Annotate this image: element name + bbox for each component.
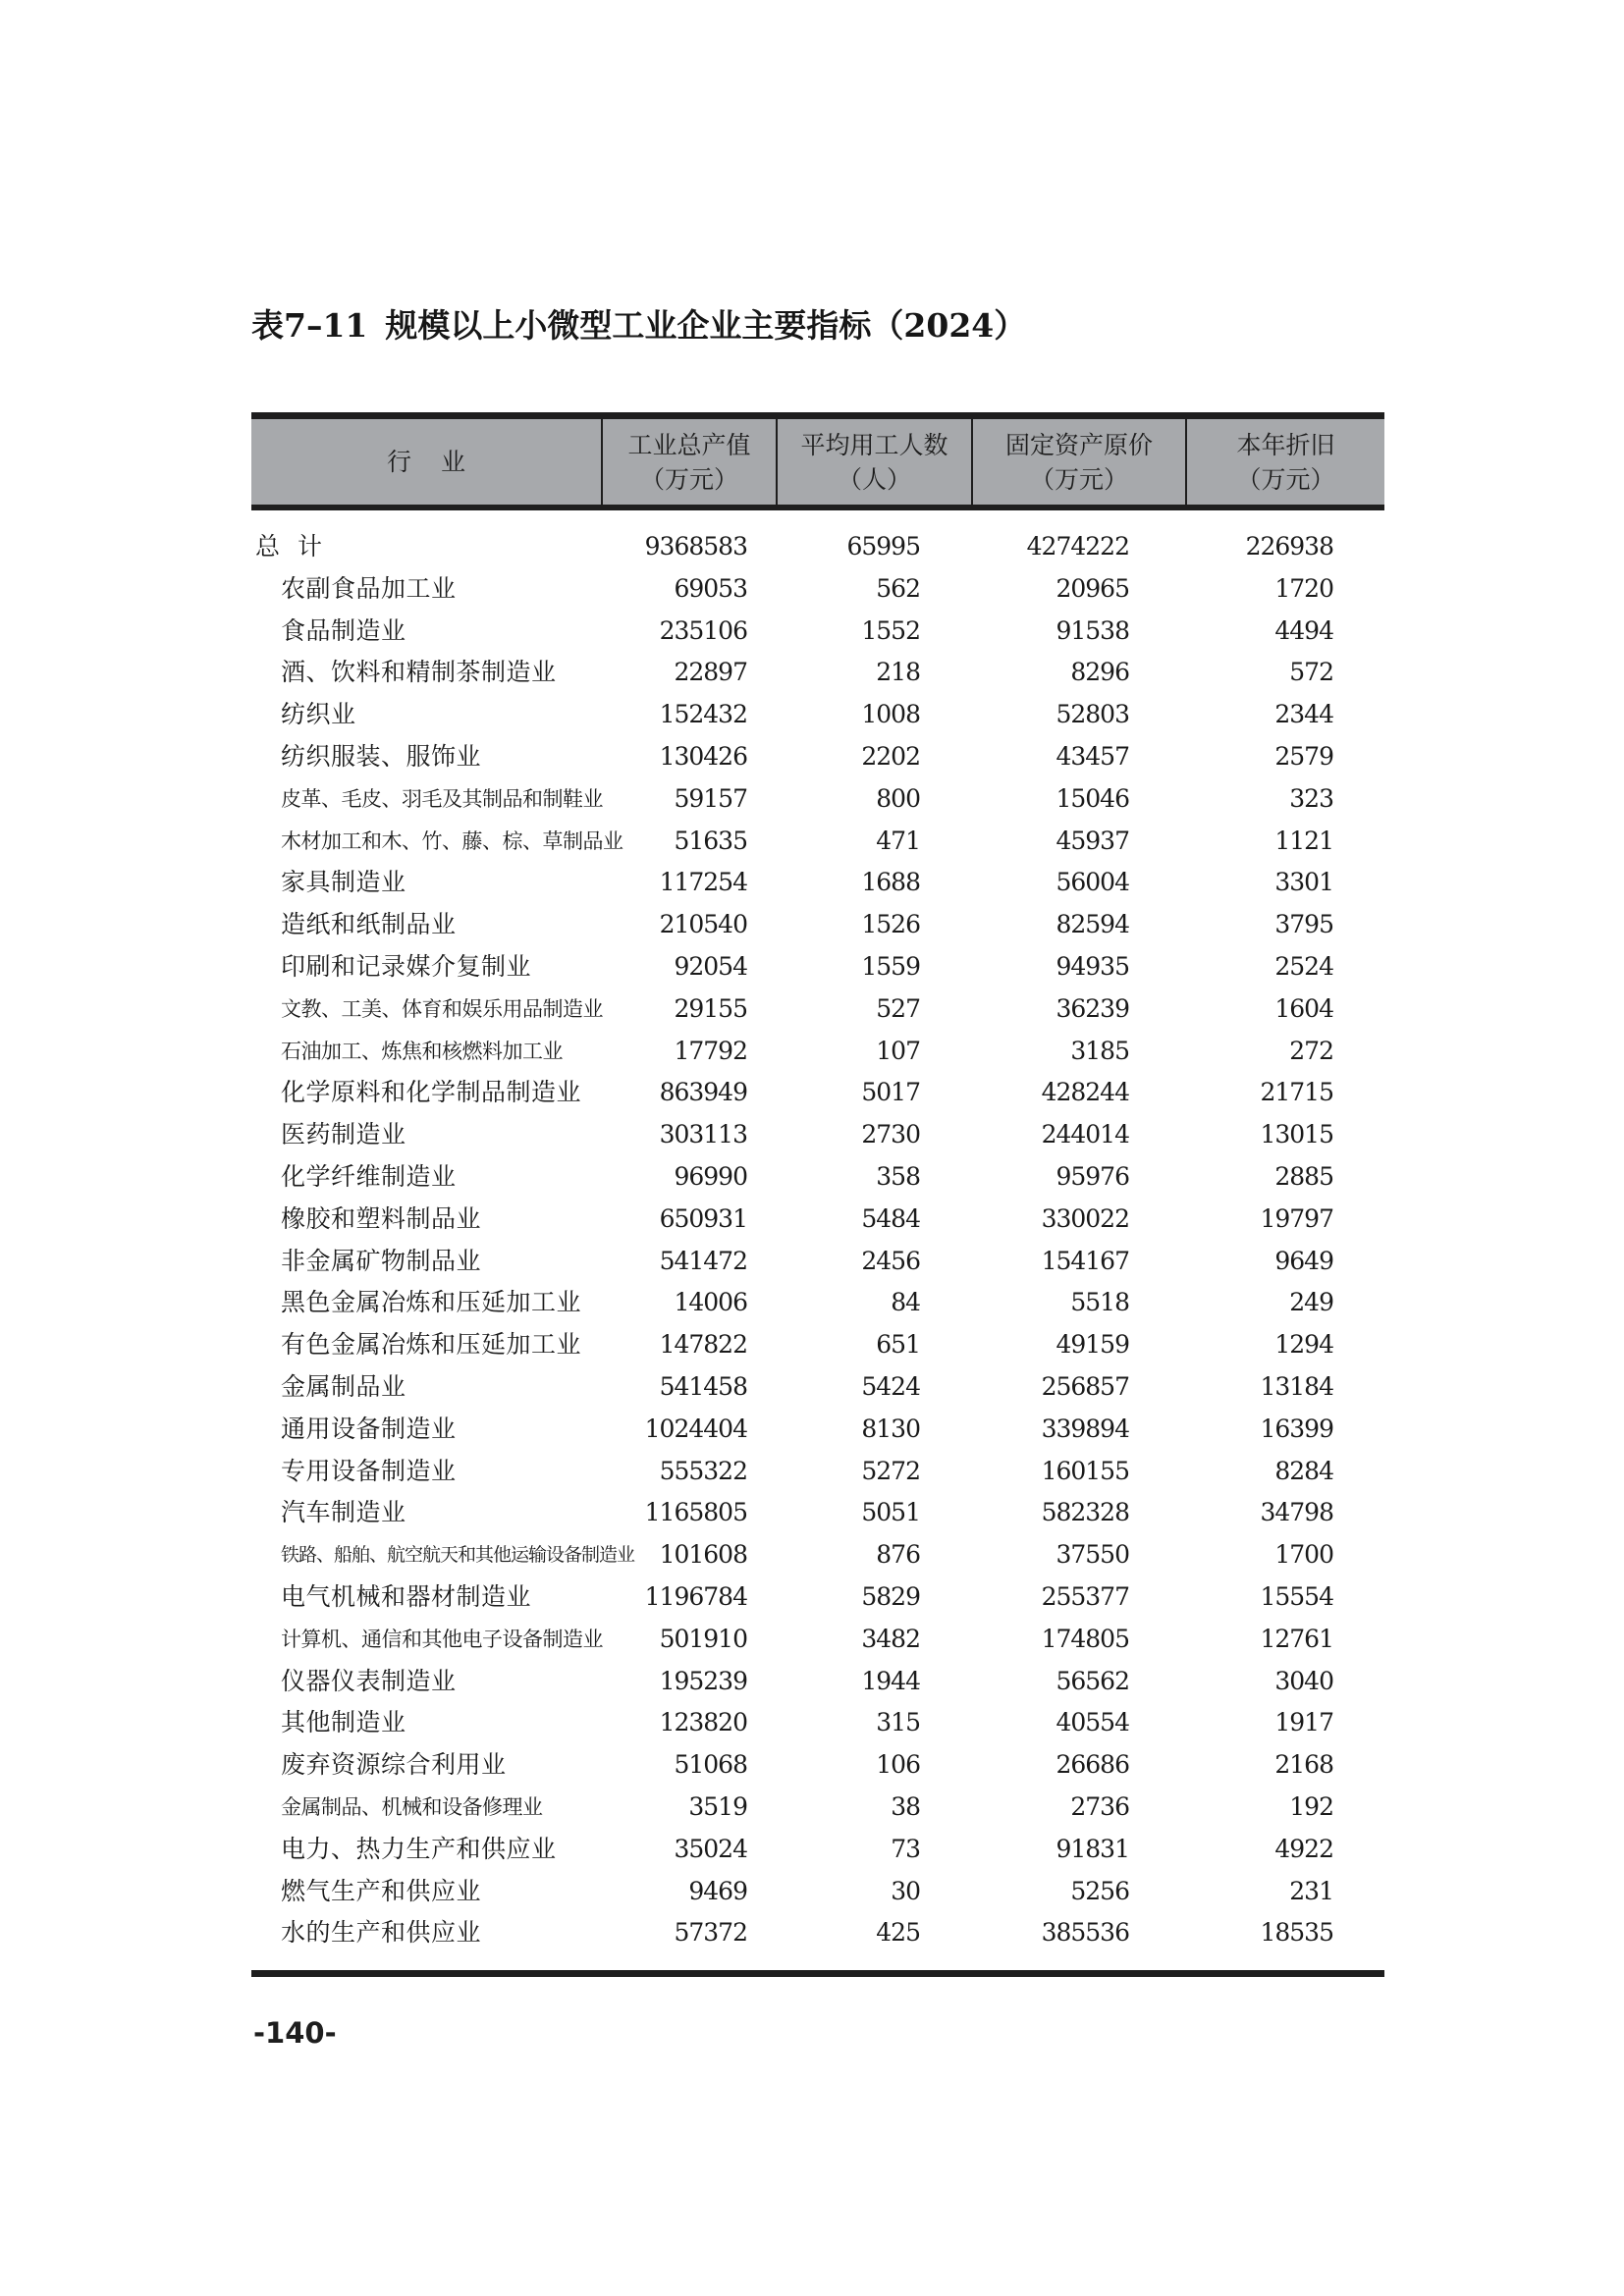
fixed-assets-cell: 244014 — [1041, 1120, 1129, 1149]
depreciation-cell: 1917 — [1274, 1708, 1333, 1737]
fixed-assets-cell: 3185 — [1070, 1036, 1129, 1065]
fixed-assets-cell: 56004 — [1056, 868, 1129, 897]
column-header-unit: （万元） — [1029, 464, 1128, 494]
fixed-assets-cell: 45937 — [1056, 826, 1129, 855]
fixed-assets-cell: 5518 — [1070, 1288, 1129, 1317]
depreciation-cell: 3301 — [1274, 868, 1333, 897]
fixed-assets-cell: 4274222 — [1026, 532, 1129, 561]
depreciation-cell: 3795 — [1274, 910, 1333, 939]
industry-cell: 酒、饮料和精制茶制造业 — [281, 658, 557, 687]
workers-cell: 527 — [876, 993, 920, 1023]
table-row — [251, 821, 1384, 863]
depreciation-cell: 249 — [1289, 1288, 1333, 1317]
table-row — [251, 862, 1384, 904]
output-cell: 9368583 — [644, 532, 747, 561]
table-row — [251, 1451, 1384, 1493]
industry-cell: 计算机、通信和其他电子设备制造业 — [281, 1627, 603, 1651]
fixed-assets-cell: 8296 — [1070, 658, 1129, 687]
workers-cell: 800 — [876, 783, 920, 813]
depreciation-cell: 2885 — [1274, 1161, 1333, 1191]
workers-cell: 1552 — [861, 615, 920, 645]
fixed-assets-cell: 91831 — [1056, 1834, 1129, 1863]
table-row — [251, 568, 1384, 611]
output-cell: 92054 — [674, 951, 747, 981]
fixed-assets-cell: 330022 — [1041, 1203, 1129, 1233]
column-header-industry — [251, 416, 602, 508]
fixed-assets-cell: 20965 — [1056, 573, 1129, 603]
table-row — [251, 1871, 1384, 1913]
output-cell: 152432 — [659, 700, 747, 729]
table-row — [251, 1366, 1384, 1409]
industry-cell: 水的生产和供应业 — [281, 1918, 482, 1948]
workers-cell: 30 — [891, 1876, 920, 1905]
output-cell: 69053 — [674, 573, 747, 603]
output-cell: 1024404 — [644, 1414, 747, 1443]
fixed-assets-cell: 15046 — [1056, 783, 1129, 813]
workers-cell: 106 — [876, 1750, 920, 1780]
depreciation-cell: 231 — [1289, 1876, 1333, 1905]
output-cell: 14006 — [674, 1288, 747, 1317]
output-cell: 3519 — [688, 1791, 747, 1821]
output-cell: 210540 — [659, 910, 747, 939]
table-row — [251, 1282, 1384, 1324]
fixed-assets-cell: 339894 — [1041, 1414, 1129, 1443]
table-row — [251, 1744, 1384, 1787]
column-header-label: 固定资产原价 — [1004, 430, 1153, 459]
table-row — [251, 694, 1384, 736]
depreciation-cell: 572 — [1289, 658, 1333, 687]
column-header-fixed-assets — [972, 416, 1186, 508]
output-cell: 130426 — [659, 741, 747, 771]
industry-cell: 金属制品业 — [281, 1371, 406, 1401]
depreciation-cell: 18535 — [1260, 1918, 1333, 1948]
table-row — [251, 1492, 1384, 1534]
table-row — [251, 1241, 1384, 1283]
output-cell: 9469 — [688, 1876, 747, 1905]
output-cell: 96990 — [674, 1161, 747, 1191]
industry-cell: 非金属矿物制品业 — [281, 1246, 482, 1275]
workers-cell: 471 — [876, 826, 920, 855]
output-cell: 123820 — [659, 1708, 747, 1737]
bottom-rule-row — [251, 1974, 1384, 1978]
table-row — [251, 1576, 1384, 1619]
bottom-rule — [251, 1974, 1384, 1978]
page-number: -140- — [253, 2016, 337, 2050]
depreciation-cell: 21715 — [1260, 1078, 1333, 1107]
industry-cell: 木材加工和木、竹、藤、棕、草制品业 — [281, 828, 623, 853]
output-cell: 235106 — [659, 615, 747, 645]
spacer-cell — [251, 507, 1384, 526]
industry-cell: 其他制造业 — [281, 1708, 406, 1737]
depreciation-cell: 192 — [1289, 1791, 1333, 1821]
industry-cell: 石油加工、炼焦和核燃料加工业 — [281, 1039, 563, 1063]
industry-cell: 电力、热力生产和供应业 — [281, 1834, 557, 1863]
depreciation-cell: 12761 — [1260, 1624, 1333, 1653]
depreciation-cell: 1604 — [1274, 993, 1333, 1023]
output-cell: 35024 — [674, 1834, 747, 1863]
output-cell: 51068 — [674, 1750, 747, 1780]
table-row — [251, 1661, 1384, 1703]
table-row — [251, 1072, 1384, 1114]
output-cell: 541472 — [659, 1246, 747, 1275]
column-header-workers — [777, 416, 972, 508]
output-cell: 101608 — [659, 1540, 747, 1570]
industry-cell: 仪器仪表制造业 — [281, 1666, 457, 1695]
depreciation-cell: 3040 — [1274, 1666, 1333, 1695]
industry-indicators-table — [251, 412, 1384, 1977]
depreciation-cell: 2344 — [1274, 700, 1333, 729]
output-cell: 1165805 — [644, 1498, 747, 1527]
column-header-unit: （万元） — [1236, 464, 1335, 494]
output-cell: 1196784 — [644, 1581, 747, 1611]
table-footer — [251, 1974, 1384, 1978]
depreciation-cell: 4494 — [1274, 615, 1333, 645]
spacer-cell — [251, 1954, 1384, 1974]
depreciation-cell: 272 — [1289, 1036, 1333, 1065]
output-cell: 57372 — [674, 1918, 747, 1948]
column-header-unit: （万元） — [639, 464, 738, 494]
output-cell: 555322 — [659, 1456, 747, 1485]
table-row — [251, 946, 1384, 988]
fixed-assets-cell: 255377 — [1041, 1581, 1129, 1611]
workers-cell: 5051 — [861, 1498, 920, 1527]
workers-cell: 315 — [876, 1708, 920, 1737]
workers-cell: 84 — [891, 1288, 920, 1317]
fixed-assets-cell: 428244 — [1041, 1078, 1129, 1107]
fixed-assets-cell: 154167 — [1041, 1246, 1129, 1275]
industry-cell: 造纸和纸制品业 — [281, 910, 457, 939]
column-header-label: 平均用工人数 — [800, 430, 948, 459]
depreciation-cell: 34798 — [1260, 1498, 1333, 1527]
fixed-assets-cell: 37550 — [1056, 1540, 1129, 1570]
table-row — [251, 1409, 1384, 1451]
fixed-assets-cell: 56562 — [1056, 1666, 1129, 1695]
workers-cell: 65995 — [846, 532, 920, 561]
depreciation-cell: 2168 — [1274, 1750, 1333, 1780]
output-cell: 541458 — [659, 1371, 747, 1401]
depreciation-cell: 9649 — [1274, 1246, 1333, 1275]
workers-cell: 3482 — [861, 1624, 920, 1653]
depreciation-cell: 15554 — [1260, 1581, 1333, 1611]
industry-cell: 通用设备制造业 — [281, 1414, 457, 1443]
table-row — [251, 611, 1384, 653]
output-cell: 51635 — [674, 826, 747, 855]
table-row — [251, 1912, 1384, 1954]
table-body — [251, 507, 1384, 1974]
industry-cell: 农副食品加工业 — [281, 573, 457, 603]
industry-cell: 橡胶和塑料制品业 — [281, 1203, 482, 1233]
industry-cell: 皮革、毛皮、羽毛及其制品和制鞋业 — [281, 786, 603, 811]
industry-cell: 印刷和记录媒介复制业 — [281, 951, 532, 981]
output-cell: 117254 — [659, 868, 747, 897]
fixed-assets-cell: 26686 — [1056, 1750, 1129, 1780]
column-header-unit: （人） — [837, 464, 911, 494]
industry-cell: 家具制造业 — [281, 868, 406, 897]
total-row — [251, 526, 1384, 568]
table-row — [251, 1156, 1384, 1199]
fixed-assets-cell: 160155 — [1041, 1456, 1129, 1485]
table-title — [251, 300, 1026, 347]
fixed-assets-cell: 2736 — [1070, 1791, 1129, 1821]
fixed-assets-cell: 52803 — [1056, 700, 1129, 729]
industry-cell: 医药制造业 — [281, 1120, 406, 1149]
workers-cell: 5017 — [861, 1078, 920, 1107]
workers-cell: 5424 — [861, 1371, 920, 1401]
industry-cell: 化学纤维制造业 — [281, 1161, 457, 1191]
depreciation-cell: 2579 — [1274, 741, 1333, 771]
workers-cell: 107 — [876, 1036, 920, 1065]
fixed-assets-cell: 385536 — [1041, 1918, 1129, 1948]
depreciation-cell: 4922 — [1274, 1834, 1333, 1863]
fixed-assets-cell: 174805 — [1041, 1624, 1129, 1653]
industry-cell: 总计 — [255, 532, 341, 561]
workers-cell: 2456 — [861, 1246, 920, 1275]
fixed-assets-cell: 49159 — [1056, 1330, 1129, 1360]
fixed-assets-cell: 94935 — [1056, 951, 1129, 981]
depreciation-cell: 8284 — [1274, 1456, 1333, 1485]
column-header-label: 本年折旧 — [1236, 430, 1335, 459]
workers-cell: 5272 — [861, 1456, 920, 1485]
industry-cell: 铁路、船舶、航空航天和其他运输设备制造业 — [281, 1544, 635, 1567]
output-cell: 195239 — [659, 1666, 747, 1695]
workers-cell: 1688 — [861, 868, 920, 897]
workers-cell: 562 — [876, 573, 920, 603]
output-cell: 650931 — [659, 1203, 747, 1233]
workers-cell: 1526 — [861, 910, 920, 939]
spacer-row — [251, 1954, 1384, 1974]
industry-cell: 废弃资源综合利用业 — [281, 1750, 507, 1780]
workers-cell: 2730 — [861, 1120, 920, 1149]
depreciation-cell: 13015 — [1260, 1120, 1333, 1149]
depreciation-cell: 16399 — [1260, 1414, 1333, 1443]
table-row — [251, 904, 1384, 946]
spacer-row — [251, 507, 1384, 526]
depreciation-cell: 2524 — [1274, 951, 1333, 981]
table-number: 表7–11 — [251, 306, 368, 345]
fixed-assets-cell: 40554 — [1056, 1708, 1129, 1737]
depreciation-cell: 1700 — [1274, 1540, 1333, 1570]
industry-cell: 化学原料和化学制品制造业 — [281, 1078, 582, 1107]
output-cell: 303113 — [659, 1120, 747, 1149]
column-header-output — [602, 416, 777, 508]
industry-cell: 文教、工美、体育和娱乐用品制造业 — [281, 996, 603, 1021]
workers-cell: 425 — [876, 1918, 920, 1948]
workers-cell: 1008 — [861, 700, 920, 729]
table-row — [251, 736, 1384, 778]
depreciation-cell: 19797 — [1260, 1203, 1333, 1233]
depreciation-cell: 1121 — [1274, 826, 1333, 855]
industry-cell: 金属制品、机械和设备修理业 — [281, 1794, 543, 1819]
industry-cell: 电气机械和器材制造业 — [281, 1581, 532, 1611]
workers-cell: 8130 — [861, 1414, 920, 1443]
workers-cell: 1944 — [861, 1666, 920, 1695]
workers-cell: 2202 — [861, 741, 920, 771]
industry-cell: 有色金属冶炼和压延加工业 — [281, 1330, 582, 1360]
industry-cell: 燃气生产和供应业 — [281, 1876, 482, 1905]
workers-cell: 651 — [876, 1330, 920, 1360]
workers-cell: 5484 — [861, 1203, 920, 1233]
table-row — [251, 778, 1384, 821]
table-row — [251, 1324, 1384, 1366]
depreciation-cell: 226938 — [1245, 532, 1333, 561]
fixed-assets-cell: 256857 — [1041, 1371, 1129, 1401]
column-header-label: 工业总产值 — [627, 430, 751, 459]
output-cell: 501910 — [659, 1624, 747, 1653]
industry-cell: 汽车制造业 — [281, 1498, 406, 1527]
table-row — [251, 652, 1384, 694]
output-cell: 17792 — [674, 1036, 747, 1065]
fixed-assets-cell: 582328 — [1041, 1498, 1129, 1527]
column-header-label: 行业 — [386, 448, 495, 476]
output-cell: 147822 — [659, 1330, 747, 1360]
table-header — [251, 416, 1384, 508]
industry-cell: 专用设备制造业 — [281, 1456, 457, 1485]
depreciation-cell: 13184 — [1260, 1371, 1333, 1401]
fixed-assets-cell: 36239 — [1056, 993, 1129, 1023]
fixed-assets-cell: 43457 — [1056, 741, 1129, 771]
table-row — [251, 1702, 1384, 1744]
output-cell: 29155 — [674, 993, 747, 1023]
workers-cell: 876 — [876, 1540, 920, 1570]
fixed-assets-cell: 82594 — [1056, 910, 1129, 939]
output-cell: 59157 — [674, 783, 747, 813]
table-row — [251, 1031, 1384, 1073]
depreciation-cell: 323 — [1289, 783, 1333, 813]
table-row — [251, 1829, 1384, 1871]
industry-cell: 纺织业 — [281, 700, 356, 729]
depreciation-cell: 1294 — [1274, 1330, 1333, 1360]
output-cell: 22897 — [674, 658, 747, 687]
industry-cell: 黑色金属冶炼和压延加工业 — [281, 1288, 582, 1317]
industry-cell: 食品制造业 — [281, 615, 406, 645]
table-row — [251, 1787, 1384, 1829]
workers-cell: 358 — [876, 1161, 920, 1191]
fixed-assets-cell: 5256 — [1070, 1876, 1129, 1905]
table-row — [251, 988, 1384, 1031]
output-cell: 863949 — [659, 1078, 747, 1107]
fixed-assets-cell: 95976 — [1056, 1161, 1129, 1191]
table-row — [251, 1114, 1384, 1156]
depreciation-cell: 1720 — [1274, 573, 1333, 603]
table-row — [251, 1619, 1384, 1661]
industry-cell: 纺织服装、服饰业 — [281, 741, 482, 771]
table-row — [251, 1534, 1384, 1576]
workers-cell: 1559 — [861, 951, 920, 981]
workers-cell: 5829 — [861, 1581, 920, 1611]
column-header-depreciation — [1186, 416, 1384, 508]
workers-cell: 218 — [876, 658, 920, 687]
fixed-assets-cell: 91538 — [1056, 615, 1129, 645]
header-row — [251, 416, 1384, 508]
table-row — [251, 1199, 1384, 1241]
table-title-text: 规模以上小微型工业企业主要指标（2024） — [385, 306, 1027, 345]
workers-cell: 38 — [891, 1791, 920, 1821]
workers-cell: 73 — [891, 1834, 920, 1863]
